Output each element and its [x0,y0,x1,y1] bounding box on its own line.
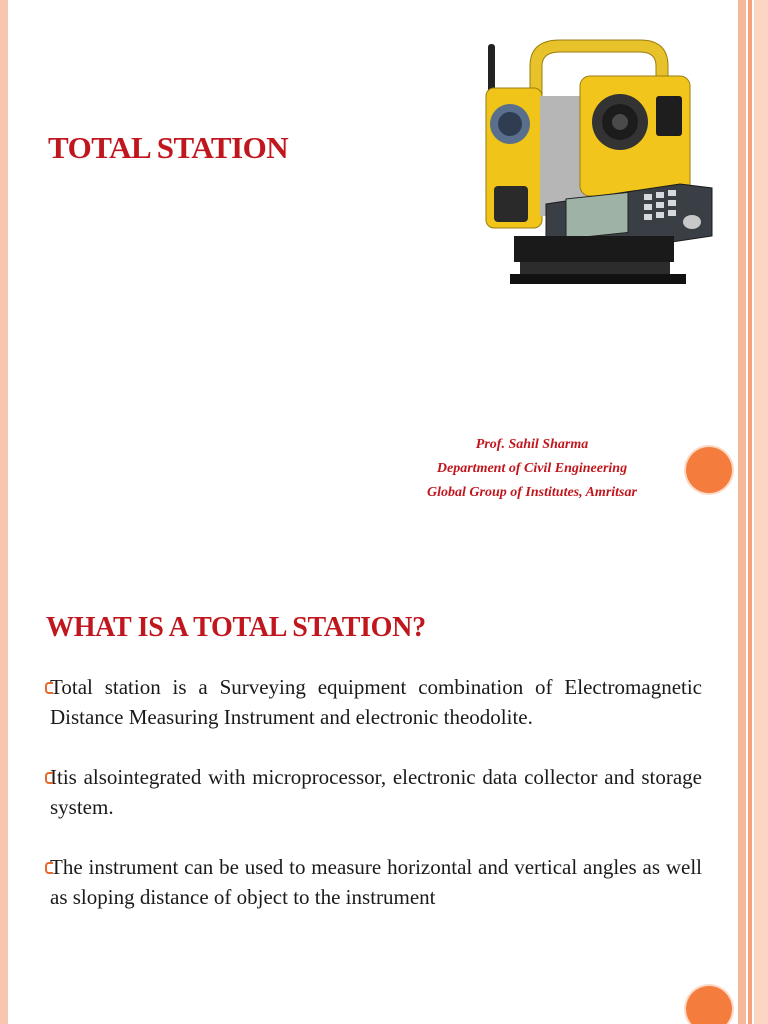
author-block [388,433,676,505]
slide-heading: WHAT IS A TOTAL STATION? [46,612,426,643]
left-decorative-stripe [0,0,8,512]
total-station-image [480,36,720,296]
right-decorative-band [738,0,768,512]
bullet-item [50,762,702,822]
bullet-text: Itis alsointegrated with microprocessor, electronic data collector and storage system. [50,765,702,819]
bullet-item [50,852,702,912]
author-name: Prof. Sahil Sharma [475,437,589,452]
orange-circle-decoration [686,986,732,1024]
bullet-icon [45,682,53,694]
bullet-icon [45,772,53,784]
bullet-item [50,672,702,732]
slide-title: TOTAL STATION [48,130,289,165]
orange-circle-decoration [686,447,732,493]
left-decorative-stripe [0,512,8,1024]
bullet-icon [45,862,53,874]
right-decorative-band [738,512,768,1024]
author-department: Department of Civil Engineering [436,461,628,476]
bullet-text: The instrument can be used to measure horizontal and vertical angles as well as sloping distance of object to the instrument [50,855,702,909]
content-slide [0,512,768,1024]
bullet-list [50,672,702,942]
bullet-text: Total station is a Surveying equipment combination of Electromagnetic Distance Measuring Instrument and electronic theodolite. [50,675,702,729]
author-institute: Global Group of Institutes, Amritsar [427,485,637,500]
